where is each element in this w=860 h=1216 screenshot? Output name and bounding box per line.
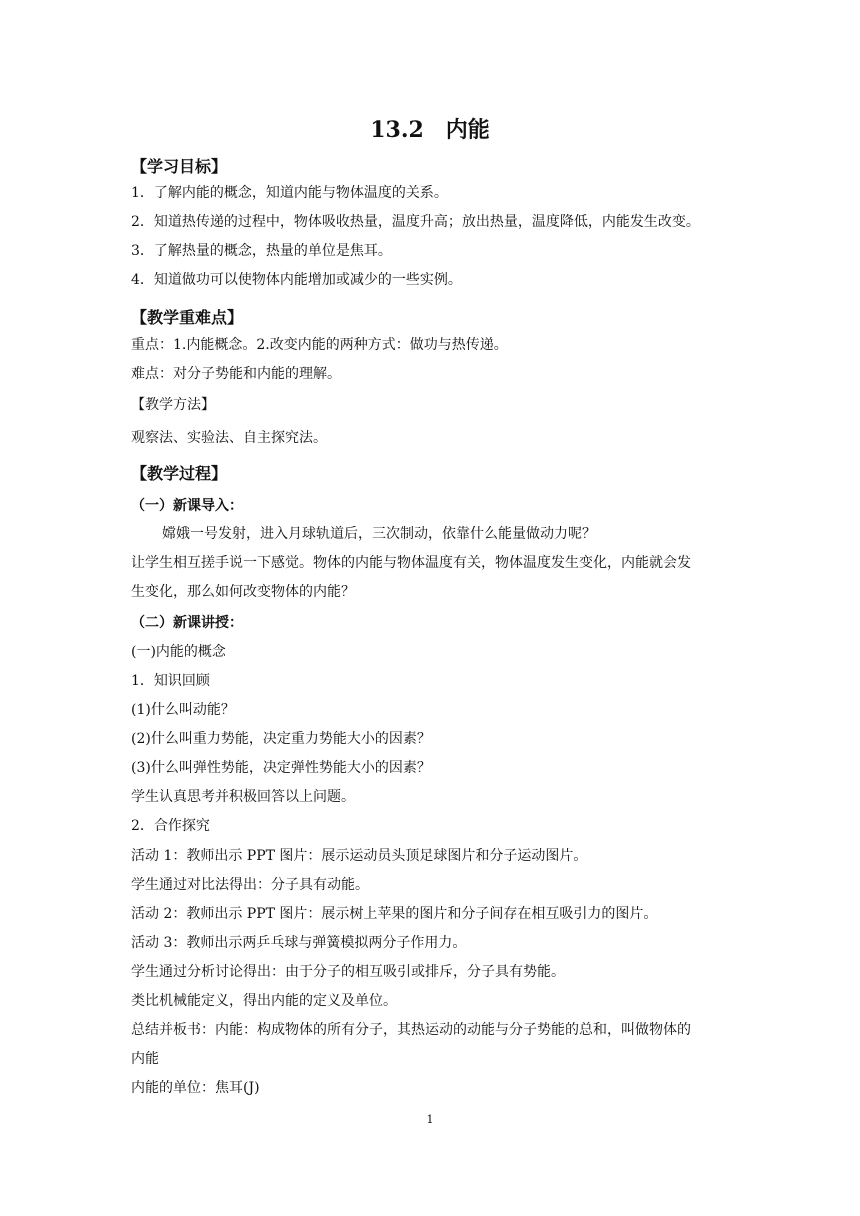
lecture-line: (3)什么叫弹性势能，决定弹性势能大小的因素？ [131,760,431,776]
objectives-heading: 【学习目标】 [131,157,228,176]
lecture-line: 总结并板书：内能：构成物体的所有分子，其热运动的动能与分子势能的总和，叫做物体的 [131,1022,691,1038]
keypoint-item: 难点：对分子势能和内能的理解。 [131,366,341,382]
lecture-line: (2)什么叫重力势能，决定重力势能大小的因素？ [131,731,431,747]
objective-item: 3．了解热量的概念，热量的单位是焦耳。 [131,243,392,259]
objective-item: 1．了解内能的概念，知道内能与物体温度的关系。 [131,185,448,201]
intro-paragraph: 让学生相互搓手说一下感觉。物体的内能与物体温度有关，物体温度发生变化，内能就会发 [131,555,691,571]
lecture-line: 类比机械能定义，得出内能的定义及单位。 [131,993,397,1009]
lecture-line: 内能的单位：焦耳(J) [131,1080,260,1096]
page-title: 13.2 内能 [370,117,490,143]
lecture-line: 内能 [131,1051,159,1067]
intro-paragraph: 嫦娥一号发射，进入月球轨道后，三次制动，依靠什么能量做动力呢？ [162,526,596,542]
page-number: 1 [426,1113,434,1126]
lecture-line: 学生通过对比法得出：分子具有动能。 [131,877,369,893]
lecture-line: 1．知识回顾 [131,673,210,689]
method-text: 观察法、实验法、自主探究法。 [131,430,327,446]
method-heading: 【教学方法】 [131,397,215,413]
lecture-line: 活动 3：教师出示两乒乓球与弹簧模拟两分子作用力。 [131,935,467,951]
intro-paragraph: 生变化，那么如何改变物体的内能？ [131,584,355,600]
objective-item: 2．知道热传递的过程中，物体吸收热量，温度升高；放出热量，温度降低，内能发生改变。 [131,214,700,230]
lecture-heading: （二）新课讲授： [131,615,243,631]
keypoint-item: 重点：1.内能概念。2.改变内能的两种方式：做功与热传递。 [131,337,508,353]
keypoints-heading: 【教学重难点】 [131,308,244,327]
lecture-line: (一)内能的概念 [131,644,226,660]
lecture-line: 学生通过分析讨论得出：由于分子的相互吸引或排斥，分子具有势能。 [131,964,565,980]
lecture-line: 活动 2：教师出示 PPT 图片：展示树上苹果的图片和分子间存在相互吸引力的图片。 [131,906,658,922]
lecture-line: 2．合作探究 [131,818,210,834]
process-heading: 【教学过程】 [131,464,228,483]
lecture-line: 学生认真思考并积极回答以上问题。 [131,789,355,805]
lecture-line: (1)什么叫动能？ [131,702,235,718]
intro-heading: （一）新课导入： [131,498,243,514]
objective-item: 4．知道做功可以使物体内能增加或减少的一些实例。 [131,272,462,288]
lecture-line: 活动 1：教师出示 PPT 图片：展示运动员头顶足球图片和分子运动图片。 [131,848,588,864]
